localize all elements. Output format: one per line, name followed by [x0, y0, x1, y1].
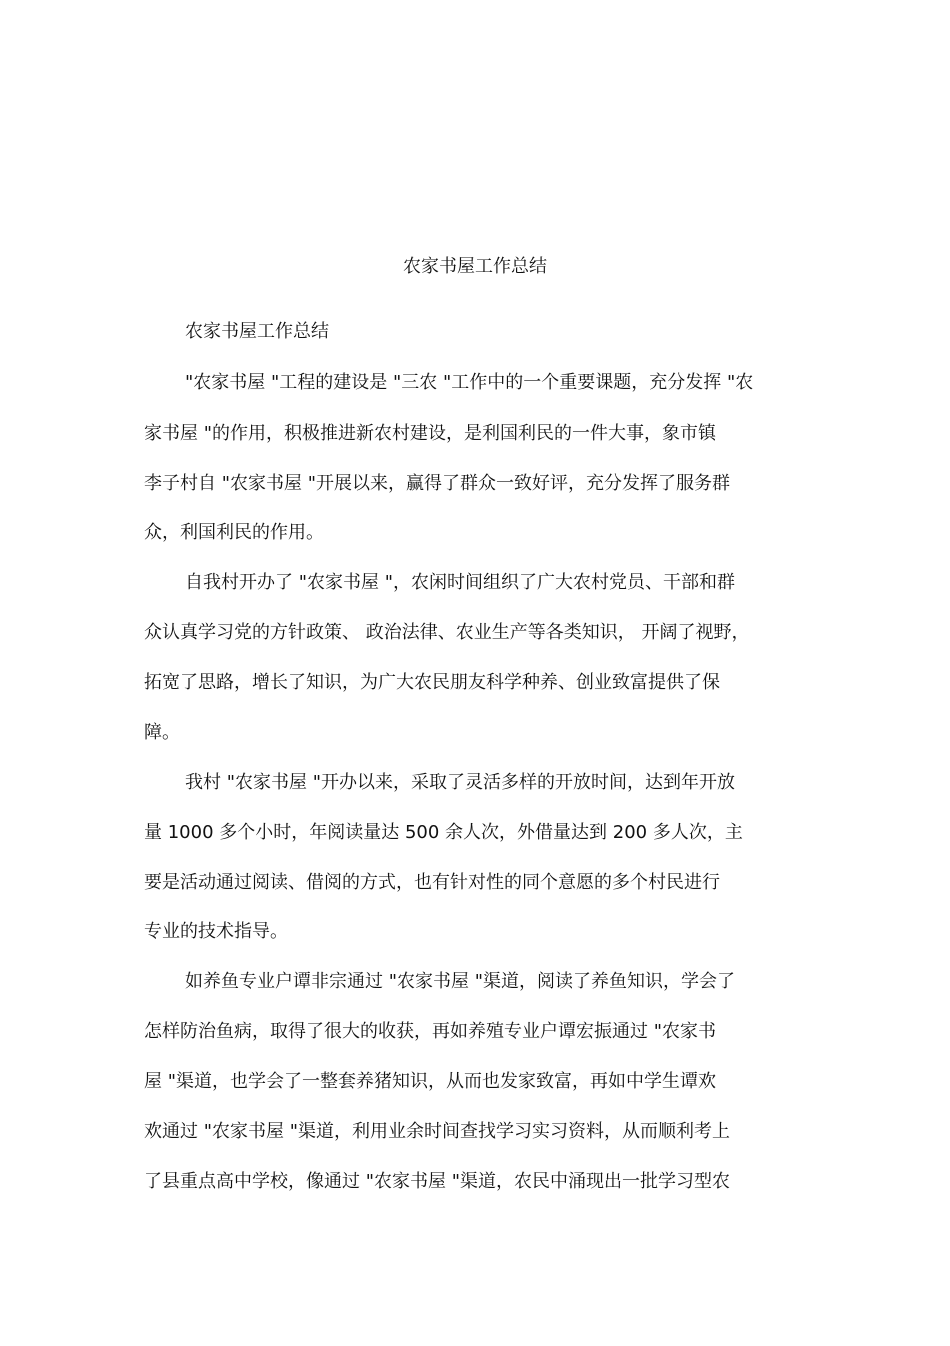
text-line: 如养鱼专业户谭非宗通过 "农家书屋 "渠道，阅读了养鱼知识，学会了 — [185, 971, 735, 992]
text-line: "农家书屋 "工程的建设是 "三农 "工作中的一个重要课题，充分发挥 "农 — [185, 372, 754, 393]
text-line: 要是活动通过阅读、借阅的方式，也有针对性的同个意愿的多个村民进行 — [144, 872, 720, 893]
document-title: 农家书屋工作总结 — [403, 256, 547, 277]
text-line: 障。 — [144, 722, 180, 743]
subtitle-line: 农家书屋工作总结 — [185, 321, 329, 342]
text-line: 屋 "渠道，也学会了一整套养猪知识，从而也发家致富，再如中学生谭欢 — [144, 1071, 716, 1092]
text-line: 我村 "农家书屋 "开办以来，采取了灵活多样的开放时间，达到年开放 — [185, 772, 735, 793]
text-line: 众，利国利民的作用。 — [144, 522, 324, 543]
text-line: 专业的技术指导。 — [144, 921, 288, 942]
text-line: 量 1000 多个小时，年阅读量达 500 余人次，外借量达到 200 多人次，主 — [144, 822, 743, 843]
text-line: 了县重点高中学校，像通过 "农家书屋 "渠道，农民中涌现出一批学习型农 — [144, 1171, 730, 1192]
text-line: 欢通过 "农家书屋 "渠道，利用业余时间查找学习实习资料，从而顺利考上 — [144, 1121, 730, 1142]
text-line: 李子村自 "农家书屋 "开展以来，赢得了群众一致好评，充分发挥了服务群 — [144, 473, 730, 494]
text-line: 拓宽了思路，增长了知识，为广大农民朋友科学种养、创业致富提供了保 — [144, 672, 720, 693]
text-line: 家书屋 "的作用，积极推进新农村建设，是利国利民的一件大事，象市镇 — [144, 423, 716, 444]
text-line: 众认真学习党的方针政策、 政治法律、农业生产等各类知识， 开阔了视野， — [144, 622, 750, 643]
text-line: 怎样防治鱼病，取得了很大的收获，再如养殖专业户谭宏振通过 "农家书 — [144, 1021, 716, 1042]
text-line: 自我村开办了 "农家书屋 "，农闲时间组织了广大农村党员、干部和群 — [185, 572, 735, 593]
